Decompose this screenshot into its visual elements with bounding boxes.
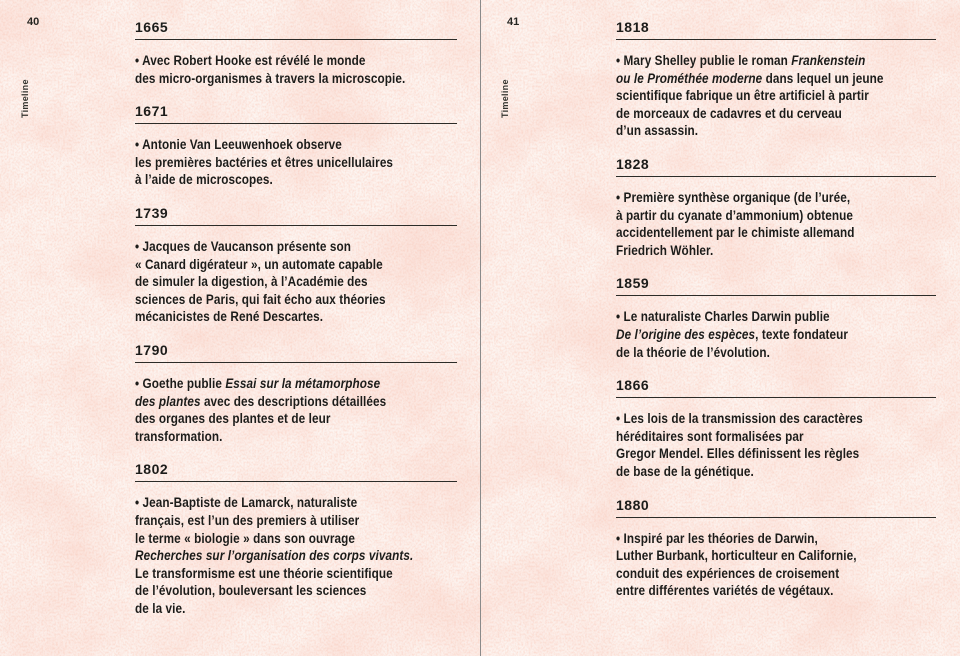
text-line (616, 530, 818, 548)
text-line (616, 344, 770, 362)
entry-rule (135, 123, 457, 124)
text-segment: « Canard digérateur », un automate capable (135, 256, 383, 272)
timeline-entry (135, 204, 457, 326)
text-line (616, 70, 883, 88)
text-segment: de la vie. (135, 600, 186, 616)
text-segment: les premières bactéries et êtres unicellulaires (135, 154, 394, 170)
entry-rule (616, 295, 936, 296)
entry-rule (616, 397, 936, 398)
timeline-entry (135, 102, 457, 189)
text-segment: français, est l’un des premiers à utiliser (135, 512, 360, 528)
text-line (135, 52, 366, 70)
text-line (135, 171, 273, 189)
entry-year: 1671 (135, 103, 169, 120)
text-line (616, 445, 859, 463)
text-line (616, 189, 850, 207)
text-segment: de morceaux de cadavres et du cerveau (616, 105, 842, 121)
text-segment: dans lequel un jeune (762, 70, 884, 86)
italic-title-segment: Recherches sur l’organisation des corps vivants. (135, 548, 414, 564)
text-line (135, 70, 405, 88)
timeline-entry (616, 496, 936, 600)
text-line (616, 87, 869, 105)
text-line (616, 207, 853, 225)
text-line (135, 512, 359, 530)
text-line (135, 308, 323, 326)
entry-text (616, 530, 936, 600)
timeline-entry (135, 460, 457, 617)
entry-text (135, 52, 457, 87)
entry-rule (135, 481, 457, 482)
text-line (135, 530, 355, 548)
book-gutter-divider (480, 0, 481, 656)
timeline-margin-label: Timeline (20, 79, 30, 118)
text-line (135, 565, 393, 583)
entry-rule (135, 39, 457, 40)
text-segment: de la théorie de l’évolution. (616, 344, 770, 360)
text-segment: avec des descriptions détaillées (200, 393, 387, 409)
text-segment: , texte fondateur (755, 326, 849, 342)
entry-text (135, 494, 457, 617)
text-line (616, 105, 842, 123)
text-line (616, 410, 863, 428)
timeline-entry (616, 376, 936, 480)
text-segment: • Première synthèse organique (de l’urée, (616, 189, 851, 205)
text-line (135, 494, 357, 512)
text-line (616, 122, 698, 140)
text-line (135, 600, 186, 618)
text-line (616, 582, 834, 600)
page-right (480, 0, 960, 656)
text-segment: • Le naturaliste Charles Darwin publie (616, 309, 830, 325)
text-line (616, 463, 754, 481)
text-line (616, 565, 839, 583)
italic-title-segment: des plantes (135, 393, 201, 409)
entry-text (616, 308, 936, 361)
entry-year: 1818 (616, 19, 650, 35)
entry-text (616, 52, 936, 140)
timeline-margin-label: Timeline (500, 79, 510, 118)
text-line (135, 582, 366, 600)
entry-year: 1790 (135, 341, 169, 358)
text-segment: • Jacques de Vaucanson présente son (135, 238, 352, 254)
timeline-entry (616, 18, 936, 140)
text-line (616, 242, 713, 260)
entry-rule (616, 176, 936, 177)
text-segment: • Jean-Baptiste de Lamarck, naturaliste (135, 495, 358, 511)
text-line (135, 393, 386, 411)
text-segment: à partir du cyanate d’ammonium) obtenue (616, 207, 854, 223)
text-segment: d’un assassin. (616, 123, 699, 139)
text-segment: à l’aide de microscopes. (135, 172, 273, 188)
entry-rule (135, 362, 457, 363)
text-segment: mécanicistes de René Descartes. (135, 309, 324, 325)
page-number: 40 (27, 16, 40, 28)
text-line (135, 410, 331, 428)
text-line (616, 428, 804, 446)
text-line (616, 326, 848, 344)
text-segment: sciences de Paris, qui fait écho aux théories (135, 291, 386, 307)
timeline-entry (616, 155, 936, 259)
entry-year: 1802 (135, 461, 169, 478)
italic-title-segment: Frankenstein (791, 53, 866, 68)
italic-title-segment: De l’origine des espèces (616, 326, 756, 342)
text-segment: de base de la génétique. (616, 463, 754, 479)
text-segment: • Antonie Van Leeuwenhoek observe (135, 137, 342, 153)
entry-text (616, 189, 936, 259)
text-segment: • Goethe publie (135, 375, 226, 391)
text-segment: de l’évolution, bouleversant les sciences (135, 583, 367, 599)
entry-text (616, 410, 936, 480)
entry-year: 1866 (616, 377, 650, 394)
text-segment: Le transformisme est une théorie scientifique (135, 565, 393, 581)
text-segment: scientifique fabrique un être artificiel à partir (616, 88, 869, 104)
text-line (135, 238, 351, 256)
text-line (616, 224, 855, 242)
text-line (135, 273, 368, 291)
text-line (135, 136, 342, 154)
timeline-column-right (616, 18, 936, 615)
text-segment: conduit des expériences de croisement (616, 565, 840, 581)
text-line (616, 547, 857, 565)
text-segment: accidentellement par le chimiste allemand (616, 225, 855, 241)
timeline-entry (135, 341, 457, 445)
entry-rule (616, 517, 936, 518)
entry-year: 1828 (616, 155, 650, 172)
text-segment: transformation. (135, 428, 223, 444)
text-line (616, 308, 830, 326)
text-segment: Gregor Mendel. Elles définissent les règles (616, 446, 860, 462)
entry-text (135, 238, 457, 326)
text-segment: Friedrich Wöhler. (616, 242, 714, 258)
text-segment: • Mary Shelley publie le roman (616, 53, 792, 68)
entry-rule (135, 225, 457, 226)
text-segment: • Avec Robert Hooke est révélé le monde (135, 53, 366, 68)
text-line (616, 52, 865, 70)
entry-year: 1665 (135, 19, 169, 35)
text-segment: des organes des plantes et de leur (135, 411, 331, 427)
text-line (135, 547, 413, 565)
italic-title-segment: ou le Prométhée moderne (616, 70, 763, 86)
text-segment: • Inspiré par les théories de Darwin, (616, 530, 818, 546)
text-segment: le terme « biologie » dans son ouvrage (135, 530, 356, 546)
text-segment: entre différentes variétés de végétaux. (616, 583, 834, 599)
text-segment: Luther Burbank, horticulteur en Californie, (616, 548, 857, 564)
text-segment: des micro-organismes à travers la microscopie. (135, 70, 406, 86)
timeline-entry (135, 18, 457, 87)
entry-text (135, 375, 457, 445)
timeline-column-left (135, 18, 457, 632)
italic-title-segment: Essai sur la métamorphose (225, 375, 381, 391)
entry-rule (616, 39, 936, 40)
entry-year: 1880 (616, 496, 650, 513)
text-line (135, 428, 222, 446)
text-line (135, 375, 380, 393)
text-line (135, 154, 393, 172)
entry-year: 1739 (135, 204, 169, 221)
page-number: 41 (507, 16, 520, 28)
text-segment: • Les lois de la transmission des caractères (616, 411, 863, 427)
entry-year: 1859 (616, 275, 650, 292)
text-line (135, 291, 386, 309)
entry-text (135, 136, 457, 189)
text-line (135, 256, 383, 274)
timeline-entry (616, 274, 936, 361)
text-segment: de simuler la digestion, à l’Académie des (135, 274, 368, 290)
text-segment: héréditaires sont formalisées par (616, 428, 804, 444)
